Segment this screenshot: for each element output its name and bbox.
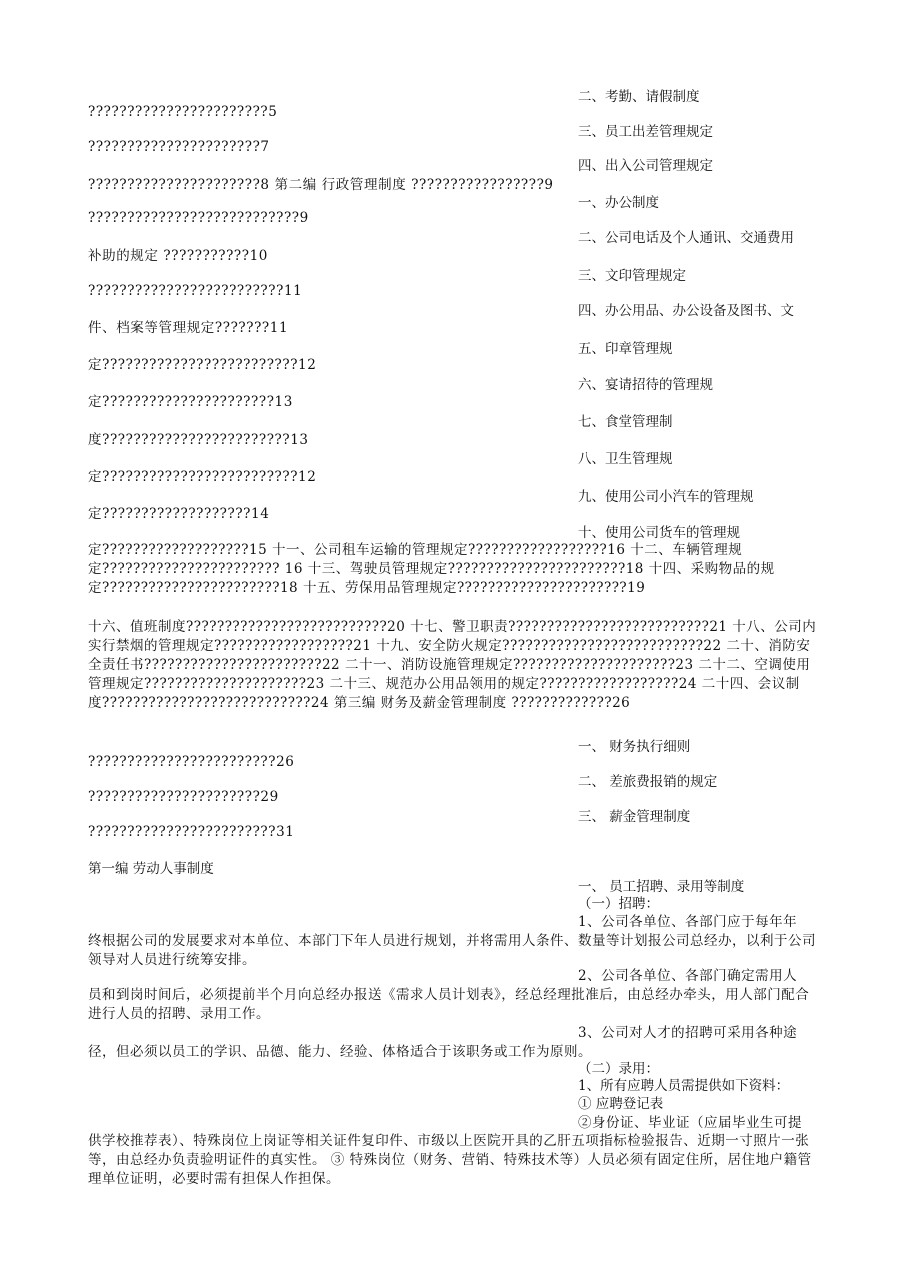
toc-entry: 八、卫生管理规 <box>578 451 673 467</box>
toc-entry: 七、食堂管理制 <box>578 414 673 430</box>
toc-page-ref: ????????????????????????26 <box>88 754 295 770</box>
toc-page-ref: 定??????????????????????13 <box>88 394 293 410</box>
toc-entry: 三、 薪金管理制度 <box>578 809 691 825</box>
toc-entry: 一、 财务执行细则 <box>578 739 691 755</box>
toc-paragraph: 十六、值班制度??????????????????????????20 十七、警卫职责??????????????????????????21 十八、公司内实行禁烟的管理规定??????????????????21 十九、安全防火规定??????????????????????????22 二十、消防安全责任书???????????????????????22 二十一、消防设施管理规定?????????????????????23 二十二、空调使用管理规定?????????????????????23 二十三、规范办公用品领用的规定??????????????????24 二十四、会议制度???????????????????????????24 第三编 财务及薪金管理制度 ?????????????26 <box>88 619 817 711</box>
toc-entry: 九、使用公司小汽车的管理规 <box>578 489 754 505</box>
clause-body: 终根据公司的发展要求对本单位、本部门下年人员进行规划，并将需用人条件、数量等计划报公司总经办，以利于公司领导对人员进行统筹安排。 <box>88 933 816 968</box>
clause-start: 1、公司各单位、各部门应于每年年 <box>578 914 798 930</box>
toc-page-ref: ????????????????????????31 <box>88 824 295 840</box>
subsection-title: （二）录用： <box>578 1061 659 1077</box>
toc-entry: 二、 差旅费报销的规定 <box>578 774 718 790</box>
clause-body: 供学校推荐表）、特殊岗位上岗证等相关证件复印件、市级以上医院开具的乙肝五项指标检验报告、近期一寸照片一张等，由总经办负责验明证件的真实性。 ③ 特殊岗位（财务、营销、特殊技术等）人员必须有固定住所，居住地户籍管理单位证明，必要时需有担保人作担保。 <box>88 1133 812 1187</box>
toc-page-ref: 定?????????????????????????12 <box>88 469 317 485</box>
toc-page-ref: ???????????????????????5 <box>88 104 278 120</box>
clause-start: 3、公司对人才的招聘可采用各种途 <box>578 1025 798 1041</box>
toc-page-ref: ?????????????????????????11 <box>88 283 303 299</box>
toc-page-ref: ??????????????????????7 <box>88 139 270 155</box>
clause-start: ②身份证、毕业证（应届毕业生可提 <box>578 1115 802 1131</box>
subsection-title: （一）招聘： <box>578 896 659 912</box>
section-title: 一、 员工招聘、录用等制度 <box>578 879 745 895</box>
toc-entry: 四、出入公司管理规定 <box>578 158 713 174</box>
clause-start: 2、公司各单位、各部门确定需用人 <box>578 968 798 984</box>
toc-entry: 三、员工出差管理规定 <box>578 124 713 140</box>
toc-page-ref: 定???????????????????14 <box>88 506 270 522</box>
clause-item: ① 应聘登记表 <box>578 1096 664 1112</box>
toc-entry: 三、文印管理规定 <box>578 268 686 284</box>
toc-page-ref: 件、档案等管理规定???????11 <box>88 320 289 336</box>
toc-entry: 一、办公制度 <box>578 195 659 211</box>
toc-page-ref: ??????????????????????29 <box>88 789 279 805</box>
toc-page-ref: 补助的规定 ???????????10 <box>88 248 268 264</box>
toc-entry: 五、印章管理规 <box>578 341 673 357</box>
clause-start: 1、所有应聘人员需提供如下资料： <box>578 1078 790 1094</box>
toc-entry: 十、使用公司货车的管理规 <box>578 525 740 541</box>
toc-page-ref: 定?????????????????????????12 <box>88 357 317 373</box>
toc-page-ref: ??????????????????????8 第二编 行政管理制度 ?????????????????9 <box>88 177 554 193</box>
toc-paragraph: 定???????????????????15 十一、公司租车运输的管理规定??????????????????16 十二、车辆管理规定??????????????????????? 16 十三、驾驶员管理规定???????????????????????18 十四、采购物品的规定???????????????????????18 十五、劳保用品管理规定??????????????????????19 <box>88 542 775 596</box>
toc-page-ref: ???????????????????????????9 <box>88 210 309 226</box>
clause-body: 径，但必须以员工的学识、品德、能力、经验、体格适合于该职务或工作为原则。 <box>88 1044 592 1060</box>
part-title: 第一编 劳动人事制度 <box>88 861 214 877</box>
toc-entry: 六、宴请招待的管理规 <box>578 377 713 393</box>
toc-entry: 二、公司电话及个人通讯、交通费用 <box>578 230 794 246</box>
toc-entry: 四、办公用品、办公设备及图书、文 <box>578 303 794 319</box>
toc-entry: 二、考勤、请假制度 <box>578 89 700 105</box>
toc-page-ref: 度????????????????????????13 <box>88 432 309 448</box>
clause-body: 员和到岗时间后，必须提前半个月向总经办报送《需求人员计划表》，经总经理批准后，由总经办牵头，用人部门配合进行人员的招聘、录用工作。 <box>88 987 810 1022</box>
